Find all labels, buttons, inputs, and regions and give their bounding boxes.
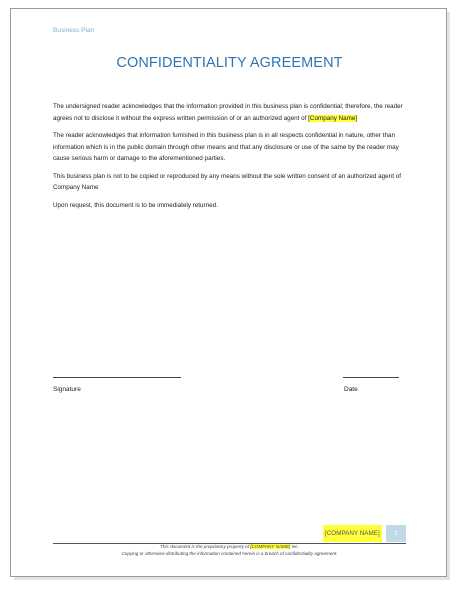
footer-proprietary-line xyxy=(53,544,406,549)
paragraph-disclosure-text: The undersigned reader acknowledges that the information provided in this business plan is confidential; therefore, the reader agrees not to disclose it without the express written permission of or an authorized agent of xyxy=(53,103,403,122)
footer-company-placeholder: [COMPANY NAME] xyxy=(250,544,291,549)
footer-company-name: [COMPANY NAME] xyxy=(323,525,382,542)
footer-line1-post: Inc. xyxy=(290,544,299,549)
footer-breach-line: Copying or otherwise distributing the information contained herein is a breach of confidentiality agreement. xyxy=(121,551,338,556)
paragraph-acknowledgement: The reader acknowledges that information furnished in this business plan is in all respects confidential in nature, other than information which is in the public domain through other means and that any disclosure or use of the same by the reader may cause serious harm or damage to the aforementioned parties. xyxy=(53,132,399,162)
paragraph-no-copy: This business plan is not to be copied or reproduced by any means without the sole written consent of an authorized agent of Company Name xyxy=(53,172,401,191)
signature-label: Signature xyxy=(53,386,81,393)
footer-line1-pre: This document is the proprietary property of xyxy=(160,544,251,549)
date-line xyxy=(343,377,399,378)
paragraph-return: Upon request, this document is to be immediately returned. xyxy=(53,201,218,209)
page-header: Business Plan xyxy=(53,27,95,34)
document-title: CONFIDENTIALITY AGREEMENT xyxy=(116,55,343,71)
page-number: 1 xyxy=(386,525,406,542)
company-name-placeholder: [Company Name] xyxy=(308,114,358,122)
agreement-body xyxy=(53,101,405,217)
page-shadow-bottom xyxy=(14,577,450,580)
page-shadow-right xyxy=(447,12,450,578)
document-page xyxy=(10,8,447,577)
date-label: Date xyxy=(344,386,358,393)
paragraph-disclosure xyxy=(53,101,405,124)
signature-line xyxy=(53,377,181,378)
